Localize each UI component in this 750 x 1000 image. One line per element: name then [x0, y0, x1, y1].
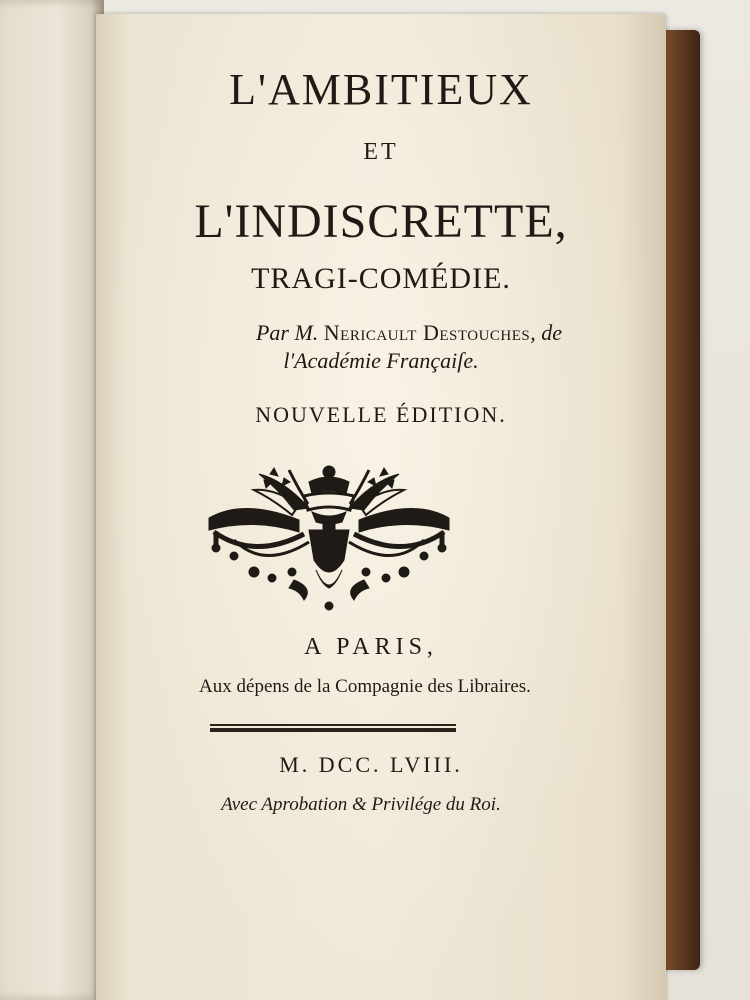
left-page	[0, 0, 104, 1000]
edition-line: NOUVELLE ÉDITION.	[255, 402, 507, 427]
double-rule-divider	[210, 724, 456, 733]
rule-thin	[210, 724, 456, 726]
imprint-publisher: Aux dépens de la Compagnie des Libraires.	[199, 676, 531, 697]
imprint-date: M. DCC. LVIII.	[279, 752, 463, 777]
author-line	[124, 320, 694, 346]
title-line-1: L'AMBITIEUX	[229, 65, 533, 114]
privilege-line: Avec Aprobation & Privilége du Roi.	[221, 794, 501, 815]
title-line-3: L'INDISCRETTE,	[194, 195, 568, 248]
author-suffix: , de	[530, 320, 563, 345]
academy-line: l'Académie Françaiſe.	[283, 348, 479, 373]
author-name: Nericault Destouches	[323, 320, 531, 345]
rule-thick	[210, 728, 456, 732]
genre-line: TRAGI-COMÉDIE.	[251, 262, 511, 295]
title-page	[96, 14, 666, 1000]
imprint-city: A PARIS,	[304, 634, 438, 660]
author-prefix: Par M.	[255, 320, 319, 345]
title-line-2: ET	[363, 139, 399, 165]
crown-urn-garland-ornament-icon	[204, 460, 454, 620]
